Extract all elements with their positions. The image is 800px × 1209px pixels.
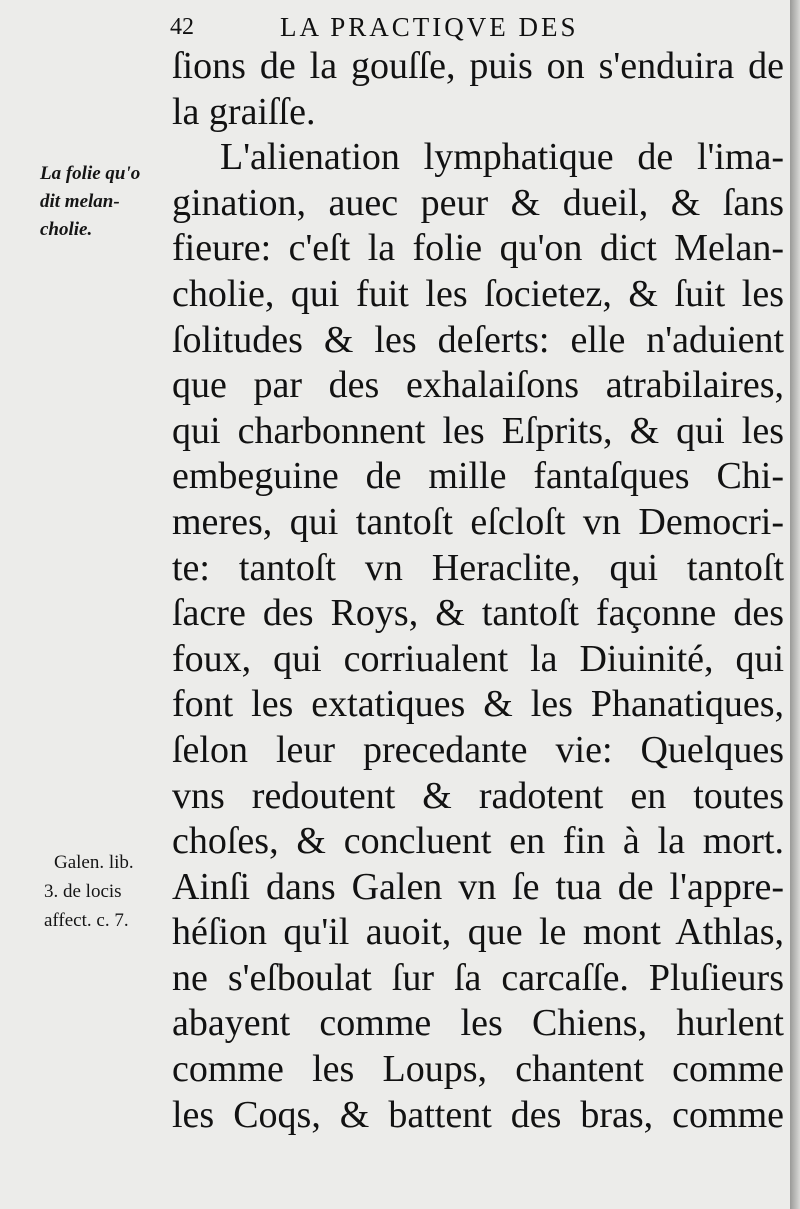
text-line: la graiſſe.: [172, 90, 316, 133]
text-line: meres, qui tantoſt eſcloſt vn Democri-: [172, 500, 784, 543]
margin-note-line: La folie qu'o: [40, 163, 141, 184]
text-line: foux, qui corriualent la Diuinité, qui: [172, 637, 784, 680]
page-number: 42: [170, 14, 194, 40]
text-line: ſions de la gouſſe, puis on s'enduira de: [172, 45, 784, 87]
margin-note-galen: [44, 848, 134, 935]
text-line: embeguine de mille fantaſques Chi-: [172, 455, 784, 498]
page-edge-shadow: [790, 0, 800, 1209]
margin-note-line: 3. de locis: [44, 881, 122, 902]
text-line: ſelon leur precedante vie: Quelques: [172, 728, 784, 771]
text-line: Ainſi dans Galen vn ſe tua de l'appre-: [172, 865, 784, 908]
body-text: [172, 44, 784, 1138]
text-line: cholie, qui fuit les ſocietez, & ſuit les: [172, 272, 784, 315]
text-line: fieure: c'eſt la folie qu'on dict Melan-: [172, 227, 784, 270]
text-line: les Coqs, & battent des bras, comme: [172, 1093, 784, 1136]
text-line: qui charbonnent les Eſprits, & qui les: [172, 409, 784, 452]
text-line: choſes, & concluent en fin à la mort.: [172, 820, 784, 863]
text-line: ſacre des Roys, & tantoſt façonne des: [172, 592, 784, 635]
margin-note-melancholie: [40, 160, 140, 244]
text-line: ſolitudes & les deſerts: elle n'aduient: [172, 318, 784, 361]
text-line: abayent comme les Chiens, hurlent: [172, 1002, 784, 1045]
margin-note-line: Galen. lib.: [54, 852, 134, 873]
text-line: vns redoutent & radotent en toutes: [172, 774, 784, 817]
text-line: ne s'eſboulat ſur ſa carcaſſe. Pluſieurs: [172, 956, 784, 999]
text-line: comme les Loups, chantent comme: [172, 1048, 784, 1091]
text-line: font les extatiques & les Phanatiques,: [172, 683, 784, 726]
running-head: LA PRACTIQVE DES: [280, 12, 579, 42]
text-line: te: tantoſt vn Heraclite, qui tantoſt: [172, 546, 784, 589]
margin-note-line: cholie.: [40, 219, 93, 240]
text-line: L'alienation lymphatique de l'ima-: [220, 136, 784, 179]
text-line: héſion qu'il auoit, que le mont Athlas,: [172, 911, 784, 954]
text-line: gination, auec peur & dueil, & ſans: [172, 181, 784, 224]
page-header: [170, 6, 770, 46]
text-line: que par des exhalaiſons atrabilaires,: [172, 364, 784, 407]
margin-note-line: dit melan-: [40, 191, 120, 212]
margin-note-line: affect. c. 7.: [44, 910, 129, 931]
